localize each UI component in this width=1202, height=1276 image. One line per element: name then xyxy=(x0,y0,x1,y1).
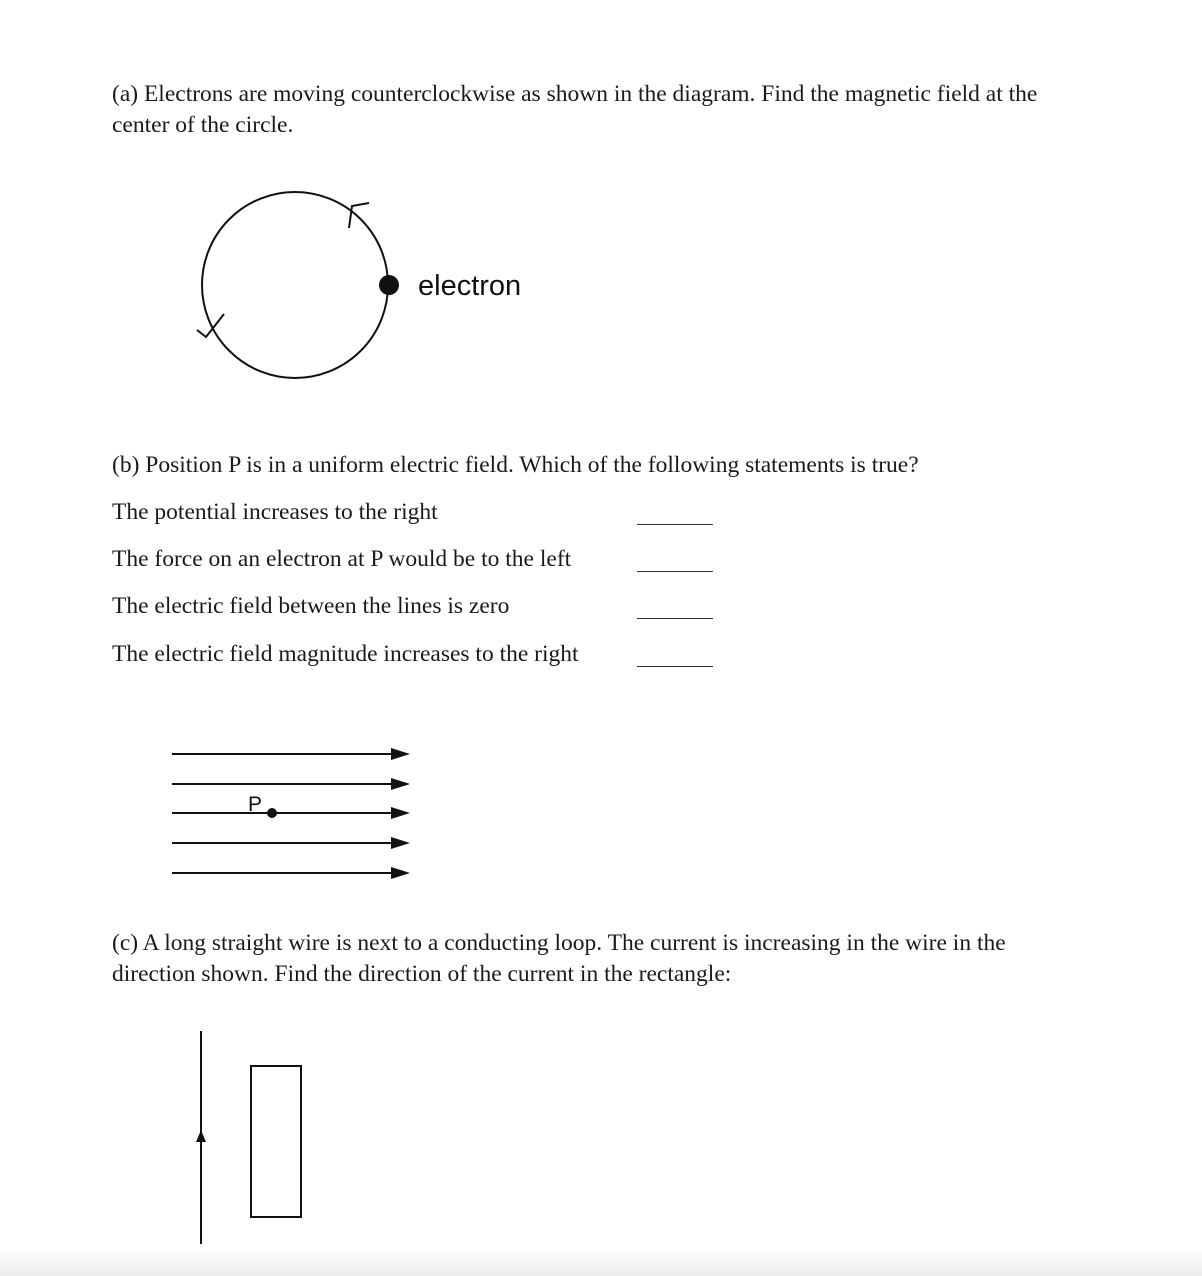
orbit-circle xyxy=(202,192,388,378)
page-bottom-edge xyxy=(0,1248,1202,1276)
conducting-loop xyxy=(251,1066,301,1217)
part-a-question: (a) Electrons are moving counterclockwise as shown in the diagram. Find the magnetic field at the center of the circle. xyxy=(112,81,1038,138)
statement-2: The force on an electron at P would be to the left xyxy=(112,546,572,572)
part-b-question: (b) Position P is in a uniform electric field. Which of the following statements is true? xyxy=(112,452,919,478)
statement-3: The electric field between the lines is zero xyxy=(112,593,510,619)
statement-1: The potential increases to the right xyxy=(112,499,438,525)
answer-blank-3[interactable] xyxy=(637,618,713,619)
point-p-dot xyxy=(267,808,277,818)
field-lines xyxy=(172,748,410,879)
answer-blank-1[interactable] xyxy=(637,524,713,525)
statement-4: The electric field magnitude increases to the right xyxy=(112,641,579,667)
wire-current-arrow-icon xyxy=(196,1130,206,1142)
point-p-label: P xyxy=(248,793,263,816)
electron-dot xyxy=(379,275,399,295)
answer-blank-2[interactable] xyxy=(637,571,713,572)
answer-blank-4[interactable] xyxy=(637,666,713,667)
electron-label: electron xyxy=(418,270,522,302)
part-c-question: (c) A long straight wire is next to a conducting loop. The current is increasing in the wire in the direction shown. Find the direction of the current in the rectangle: xyxy=(112,930,1006,987)
